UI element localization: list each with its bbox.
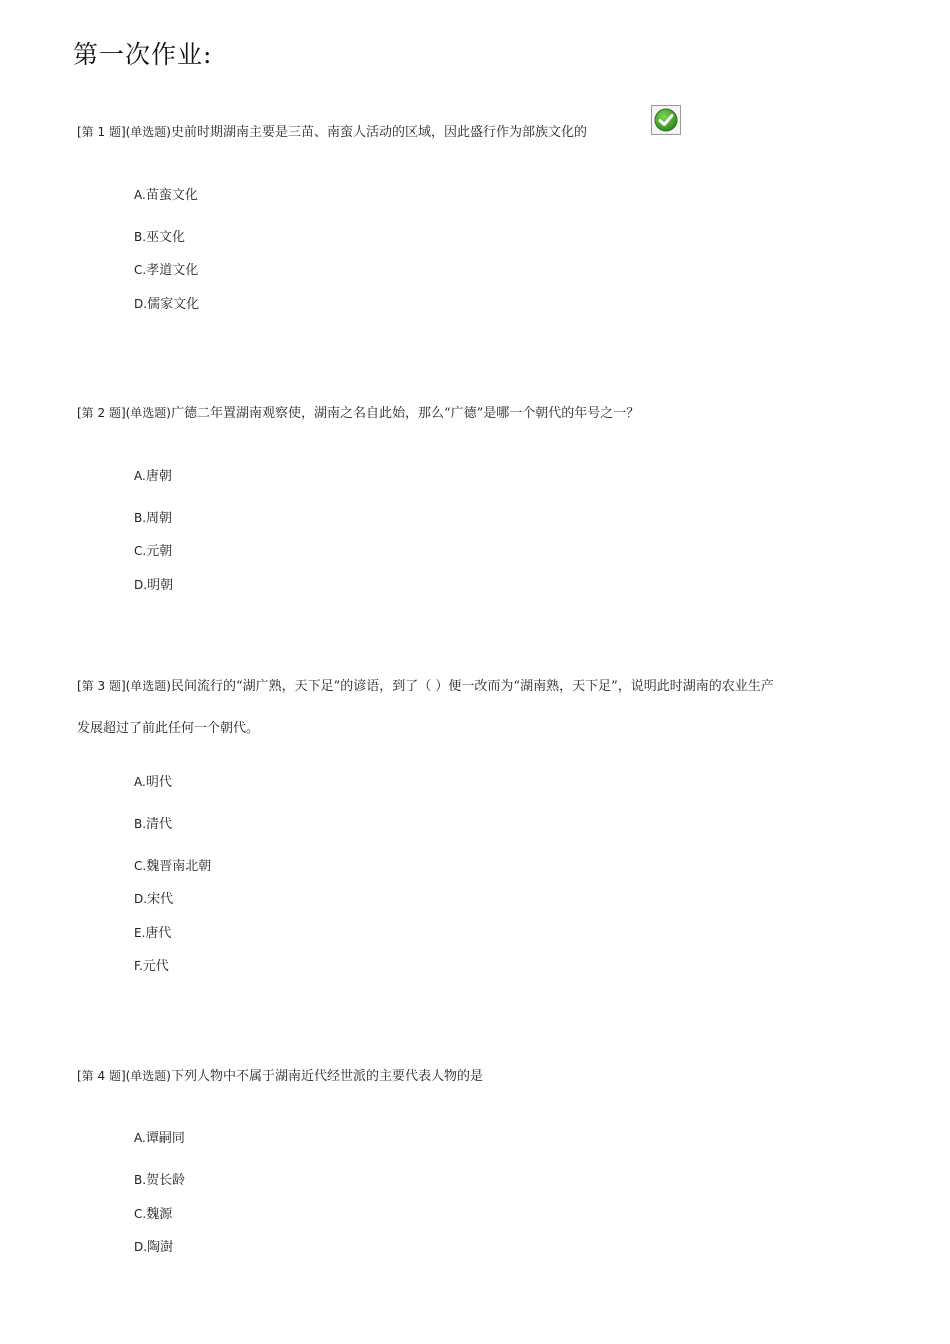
question-4-tag: [第 4 题](单选题) xyxy=(77,1069,171,1083)
question-1-tag: [第 1 题](单选题) xyxy=(77,125,171,139)
question-3-stem-continued: 发展超过了前此任何一个朝代。 xyxy=(77,721,260,736)
question-2-option-b[interactable]: B.周朝 xyxy=(134,511,173,526)
question-2-option-c[interactable]: C.元朝 xyxy=(134,544,173,559)
question-1-option-d[interactable]: D.儒家文化 xyxy=(134,297,200,312)
question-2-tag: [第 2 题](单选题) xyxy=(77,406,171,420)
question-4-option-c[interactable]: C.魏源 xyxy=(134,1207,173,1222)
question-4-option-d[interactable]: D.陶澍 xyxy=(134,1240,174,1255)
question-3-option-b[interactable]: B.清代 xyxy=(134,817,173,832)
question-3-option-f[interactable]: F.元代 xyxy=(134,959,169,974)
question-3-option-c[interactable]: C.魏晋南北朝 xyxy=(134,859,212,874)
question-2-option-d[interactable]: D.明朝 xyxy=(134,578,174,593)
question-2-stem: 广德二年置湖南观察使，湖南之名自此始，那么“广德”是哪一个朝代的年号之一？ xyxy=(171,406,640,421)
check-mark-icon xyxy=(651,105,681,135)
question-1-option-b[interactable]: B.巫文化 xyxy=(134,230,186,245)
question-4-option-a[interactable]: A.谭嗣同 xyxy=(134,1131,185,1146)
question-3-option-d[interactable]: D.宋代 xyxy=(134,892,174,907)
question-4-option-b[interactable]: B.贺长龄 xyxy=(134,1173,186,1188)
question-1-option-a[interactable]: A.苗蛮文化 xyxy=(134,188,198,203)
question-4-text xyxy=(77,1067,483,1086)
question-3-option-e[interactable]: E.唐代 xyxy=(134,926,172,941)
question-4-stem: 下列人物中不属于湖南近代经世派的主要代表人物的是 xyxy=(171,1069,484,1084)
question-1-stem: 史前时期湖南主要是三苗、南蛮人活动的区域，因此盛行作为部族文化的 xyxy=(171,125,588,140)
question-2-text xyxy=(77,404,639,423)
question-2-option-a[interactable]: A.唐朝 xyxy=(134,469,172,484)
page-title: 第一次作业: xyxy=(73,40,213,69)
question-1-option-c[interactable]: C.孝道文化 xyxy=(134,263,199,278)
question-3-tag: [第 3 题](单选题) xyxy=(77,679,171,693)
question-3-option-a[interactable]: A.明代 xyxy=(134,775,172,790)
question-3-text xyxy=(77,677,774,696)
question-1-text xyxy=(77,123,587,142)
question-3-stem: 民间流行的“湖广熟，天下足”的谚语，到了（ ）便一改而为“湖南熟，天下足”，说明此时湖南的农业生产 xyxy=(171,679,774,694)
